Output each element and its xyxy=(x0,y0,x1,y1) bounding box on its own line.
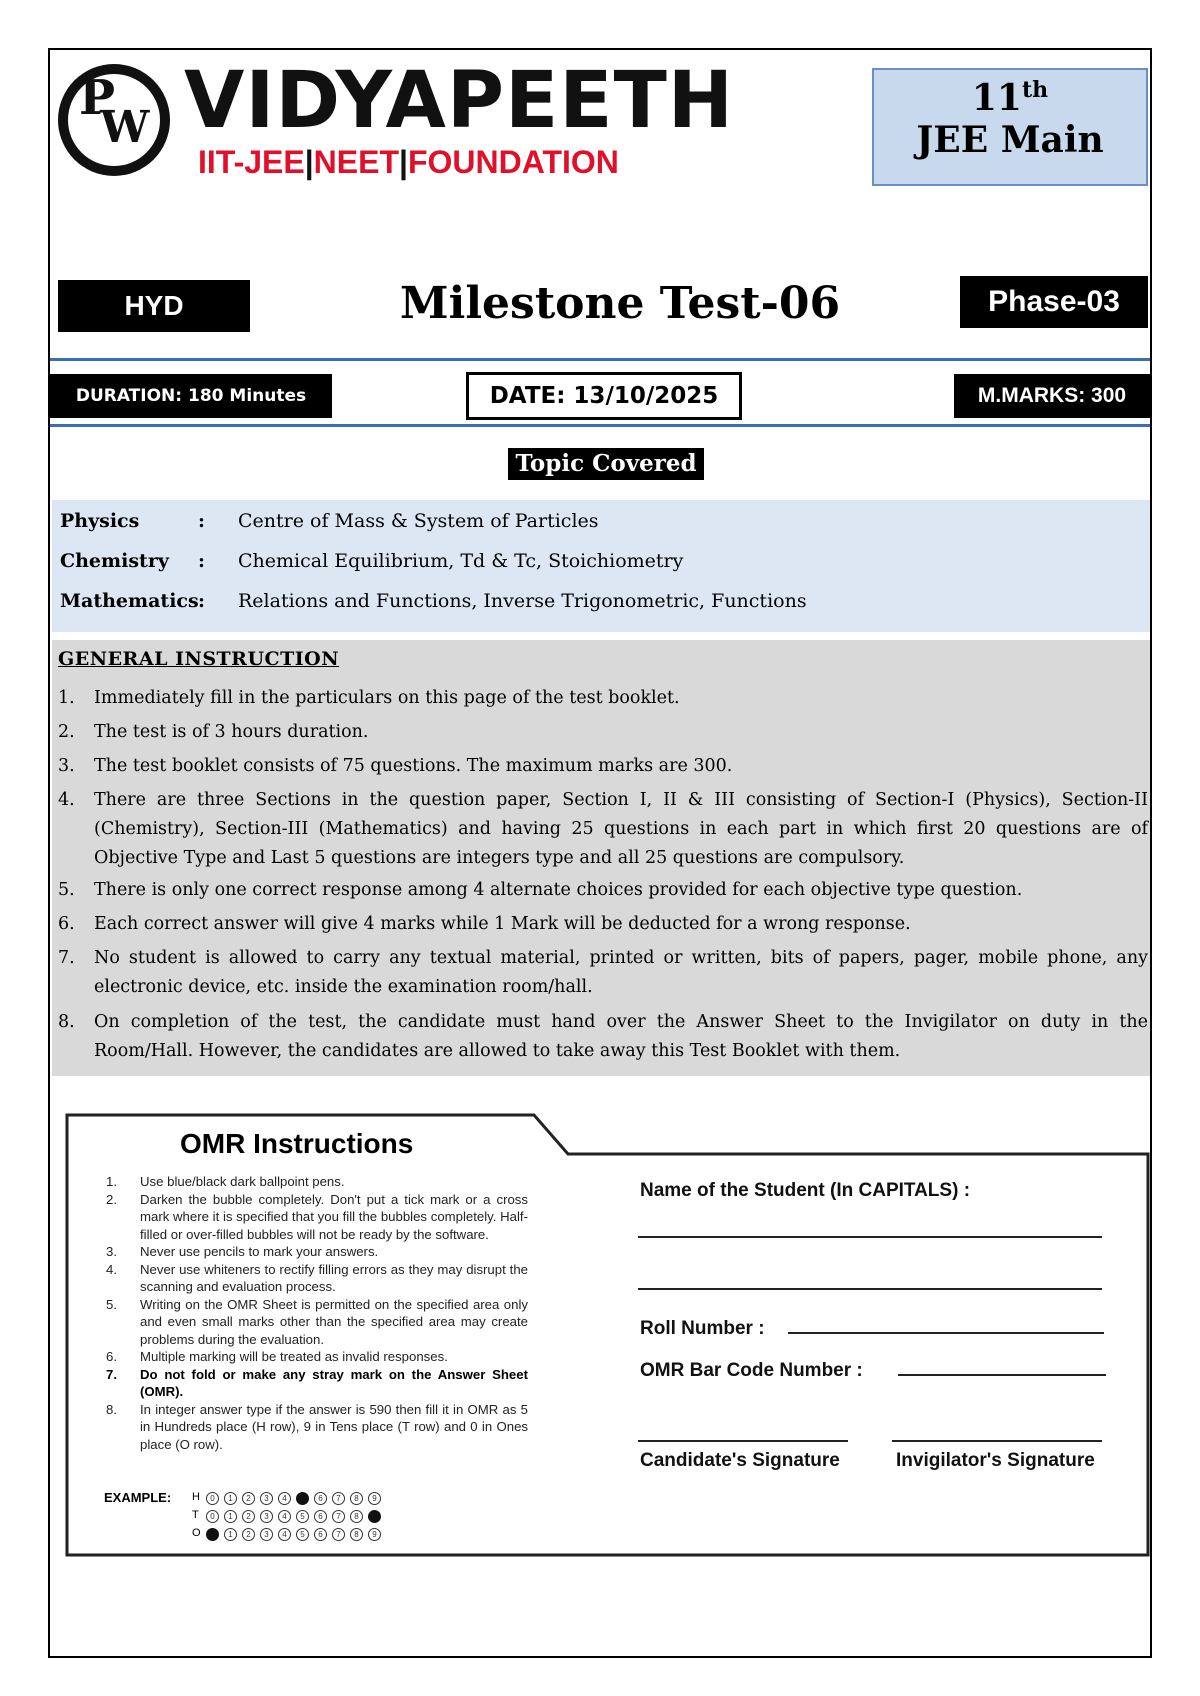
student-name-label: Name of the Student (In CAPITALS) : xyxy=(640,1180,971,1201)
divider-bottom xyxy=(50,424,1150,427)
omr-instruction-item: 8. In integer answer type if the answer is 590 then fill it in OMR as 5 in Hundreds place (H row), 9 in Tens place (T row) and 0 in Ones place (O row). xyxy=(106,1401,528,1452)
omr-bubble: 7 xyxy=(332,1510,345,1523)
omr-instructions-list xyxy=(96,1173,528,1453)
roll-number-label: Roll Number : xyxy=(640,1318,765,1339)
instruction-item: 7. No student is allowed to carry any textual material, printed or written, bits of papers, pager, mobile phone, any electronic device, etc. inside the examination room/hall. xyxy=(58,948,1148,997)
instruction-item: 6. Each correct answer will give 4 marks while 1 Mark will be deducted for a wrong response. xyxy=(58,914,911,934)
tagline-foundation: FOUNDATION xyxy=(407,144,619,180)
student-name-line-1[interactable] xyxy=(638,1236,1102,1238)
omr-bubble: 6 xyxy=(314,1510,327,1523)
omr-instruction-item: 1. Use blue/black dark ballpoint pens. xyxy=(106,1174,345,1189)
omr-bubble: 3 xyxy=(260,1528,273,1541)
tagline-separator: | xyxy=(399,144,408,180)
topic-covered-heading: Topic Covered xyxy=(508,448,704,480)
topics-table: Physics : Centre of Mass & System of Particles Chemistry : Chemical Equilibrium, Td & Tc, Stoichiometry Mathematics : Relations and Functions, Inverse Trigonometric, Functions xyxy=(52,500,1150,632)
omr-instruction-item: 6. Multiple marking will be treated as invalid responses. xyxy=(106,1349,448,1364)
omr-bubble: 1 xyxy=(224,1510,237,1523)
omr-bubble: 1 xyxy=(224,1492,237,1505)
class-exam-box xyxy=(872,68,1148,186)
omr-bubble: 9 xyxy=(368,1528,381,1541)
omr-instruction-item: 5. Writing on the OMR Sheet is permitted on the specified area only and even small marks other than the specified area may create problems during the evaluation. xyxy=(106,1296,528,1347)
omr-bubble: 4 xyxy=(278,1492,291,1505)
omr-bubble: 9 xyxy=(368,1492,381,1505)
instruction-item: 1. Immediately fill in the particulars on this page of the test booklet. xyxy=(58,688,680,708)
candidate-signature-line[interactable] xyxy=(638,1440,848,1442)
instruction-item: 4. There are three Sections in the question paper, Section I, II & III consisting of Section-I (Physics), Section-II (Chemistry), Section-III (Mathematics) and having 25 questions in each part in which first 20 questions are of Objective Type and Last 5 questions are integers type and all 25 questions are compulsory. xyxy=(58,790,1148,868)
duration-badge: DURATION: 180 Minutes xyxy=(50,374,332,418)
omr-bubble: 0 xyxy=(206,1492,219,1505)
instructions-heading: GENERAL INSTRUCTION xyxy=(58,648,340,670)
omr-instruction-item: 7. Do not fold or make any stray mark on the Answer Sheet (OMR). xyxy=(106,1366,528,1399)
test-title: Milestone Test-06 xyxy=(399,278,841,329)
brand-name: VIDYAPEETH xyxy=(184,56,735,146)
max-marks-badge: M.MARKS: 300 xyxy=(954,374,1150,418)
omr-bubble: 7 xyxy=(332,1492,345,1505)
omr-bubble: 4 xyxy=(278,1510,291,1523)
instruction-item: 5. There is only one correct response among 4 alternate choices provided for each objective type question. xyxy=(58,880,1023,900)
instruction-item: 8. On completion of the test, the candidate must hand over the Answer Sheet to the Invigilator on duty in the Room/Hall. However, the candidates are allowed to take away this Test Booklet with them. xyxy=(58,1012,1148,1061)
date-box: DATE: 13/10/2025 xyxy=(466,372,742,420)
omr-barcode-line[interactable] xyxy=(898,1374,1106,1376)
student-name-line-2[interactable] xyxy=(638,1288,1102,1290)
omr-bubble xyxy=(296,1492,309,1505)
candidate-signature-label: Candidate's Signature xyxy=(640,1450,840,1471)
omr-bubble: 2 xyxy=(242,1510,255,1523)
invigilator-signature-line[interactable] xyxy=(892,1440,1102,1442)
omr-instructions-title: OMR Instructions xyxy=(180,1128,414,1159)
omr-bubble: 5 xyxy=(296,1528,309,1541)
omr-bubble: 3 xyxy=(260,1492,273,1505)
omr-bubble: 1 xyxy=(224,1528,237,1541)
instruction-item: 2. The test is of 3 hours duration. xyxy=(58,722,369,742)
center-badge: HYD xyxy=(58,280,250,332)
tagline-separator: | xyxy=(304,144,314,180)
omr-bubble: 8 xyxy=(350,1510,363,1523)
omr-bubble: 8 xyxy=(350,1492,363,1505)
class-number: 11th xyxy=(971,77,1049,119)
omr-instruction-item: 3. Never use pencils to mark your answers. xyxy=(106,1244,379,1259)
omr-barcode-label: OMR Bar Code Number : xyxy=(640,1360,863,1381)
tagline-neet: NEET xyxy=(313,144,399,180)
omr-instruction-item: 4. Never use whiteners to rectify filling errors as they may disrupt the scanning and evaluation process. xyxy=(106,1261,528,1294)
pw-logo xyxy=(58,64,170,176)
logo-letter-w: W xyxy=(100,102,150,153)
example-label: EXAMPLE: xyxy=(104,1490,172,1505)
omr-bubble xyxy=(368,1510,381,1523)
instruction-item: 3. The test booklet consists of 75 questions. The maximum marks are 300. xyxy=(58,756,733,776)
brand-tagline xyxy=(198,146,619,178)
omr-bubble: 4 xyxy=(278,1528,291,1541)
exam-name: JEE Main xyxy=(916,118,1104,161)
divider-top xyxy=(50,358,1150,361)
general-instructions xyxy=(52,640,1150,1076)
omr-bubble: 2 xyxy=(242,1492,255,1505)
omr-bubble: 8 xyxy=(350,1528,363,1541)
omr-bubble xyxy=(206,1528,219,1541)
omr-bubble: 0 xyxy=(206,1510,219,1523)
omr-bubble: 7 xyxy=(332,1528,345,1541)
phase-badge: Phase-03 xyxy=(960,276,1148,328)
roll-number-line[interactable] xyxy=(788,1332,1104,1334)
omr-bubble: 6 xyxy=(314,1528,327,1541)
omr-bubble: 6 xyxy=(314,1492,327,1505)
omr-bubble: 5 xyxy=(296,1510,309,1523)
invigilator-signature-label: Invigilator's Signature xyxy=(896,1450,1095,1471)
omr-bubble: 2 xyxy=(242,1528,255,1541)
tagline-iit-jee: IIT-JEE xyxy=(198,144,305,180)
omr-instruction-item: 2. Darken the bubble completely. Don't put a tick mark or a cross mark where it is specified that you fill the bubbles completely. Half-filled or over-filled bubbles will not be ready by the software. xyxy=(106,1191,528,1242)
logo-letter-p: P xyxy=(79,70,116,126)
omr-bubble: 3 xyxy=(260,1510,273,1523)
